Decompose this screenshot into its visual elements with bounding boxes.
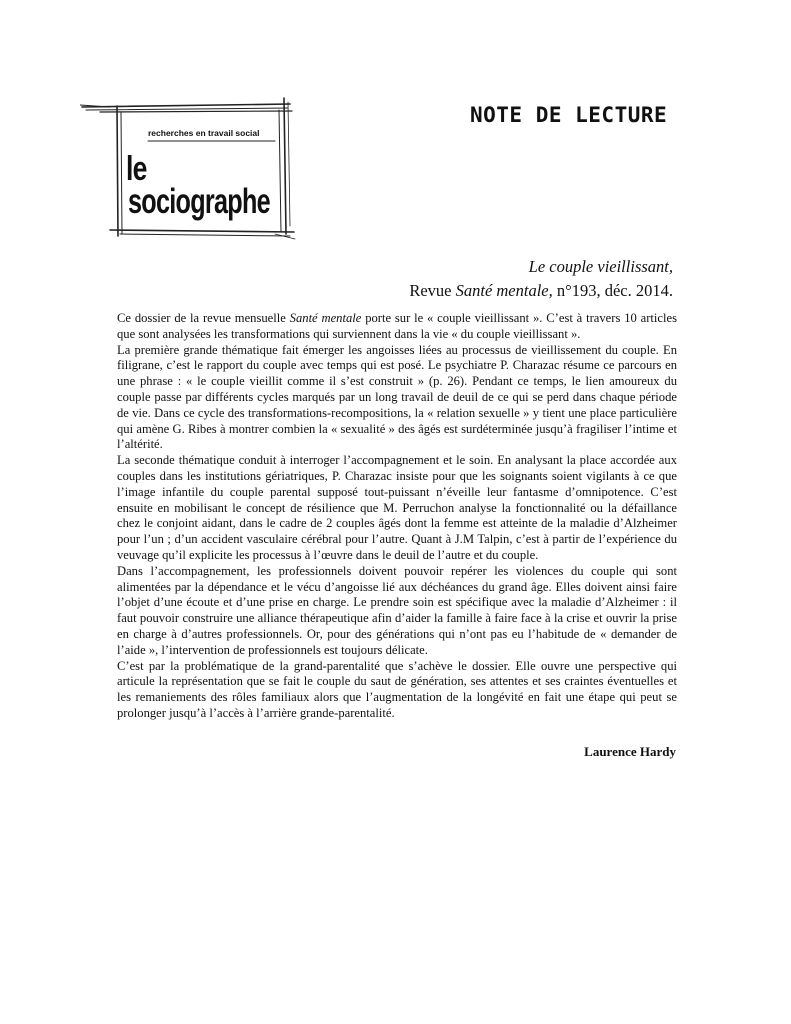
paragraph-4: Dans l’accompagnement, les professionnels doivent pouvoir repérer les violences du couple qui sont alimentées par la dépendance et le vécu d’angoisse lié aux déchéances du grand âge. Elles doivent ainsi faire l’objet d’une écoute et d’une prise en charge. Le prendre soin est spécifique avec la maladie d’Alzheimer : il faut pouvoir construire une alliance thérapeutique afin d’aider la famille à faire face à la crise et ouvrir la prise en charge à d’autres professionnels. Or, pour des générations qui n’ont pas eu l’habitude de « demander de l’aide », l’intervention de professionnels est toujours délicate. xyxy=(117,563,677,657)
logo-word-sociographe: sociographe xyxy=(128,182,270,221)
paragraph-1-end: porte sur le « couple vieillissant ». C’est à travers 10 articles que sont analysées les transformations qui surviennent dans la vie « du couple vieillissant ». xyxy=(117,311,677,341)
paragraph-5: C’est par la problématique de la grand-parentalité que s’achève le dossier. Elle ouvre une perspective qui articule la représentation que se fait le couple du saut de génération, ses attentes et ses craintes éventuelles et les remaniements des rôles familiaux alors que l’augmentation de la longévité en fait une étape qui peut se prolonger jusqu’à l’accès à l’arrière grande-parentalité. xyxy=(117,658,677,720)
logo-word-le: le xyxy=(126,150,147,188)
paragraph-3: La seconde thématique conduit à interroger l’accompagnement et le soin. En analysant la place accordée aux couples dans les institutions gériatriques, P. Charazac insiste pour que les soignants soient vigilants à ce que l’image infantile du couple parental supposé tout-puissant n’éveille leur fantasme d’omnipotence. C’est ensuite en mobilisant le concept de résilience que M. Perruchon analyse la fonctionnalité ou la défaillance chez le conjoint aidant, dans le cadre de 2 couples âgés dont la femme est atteinte de la maladie d’Alzheimer pour l’un ; d’un accident vasculaire cérébral pour l’autre. Quant à J.M Talpin, c’est à partir de l’expérience du veuvage qu’il explicite les processus à l’œuvre dans le deuil de l’autre et du couple. xyxy=(117,453,677,562)
reference-prefix: Revue xyxy=(409,281,456,300)
reference-issue: n°193, déc. 2014. xyxy=(552,281,673,300)
reference-title: Le couple vieillissant, xyxy=(528,257,673,276)
journal-name: Santé mentale xyxy=(289,311,362,325)
book-reference xyxy=(409,255,673,303)
reference-journal: Santé mentale, xyxy=(455,281,553,300)
paragraph-1 xyxy=(117,311,677,343)
review-body xyxy=(117,311,677,722)
page-title: NOTE DE LECTURE xyxy=(470,103,668,127)
paragraph-2: La première grande thématique fait émerger les angoisses liées au processus de vieillissement du couple. En filigrane, c’est le rapport du couple avec temps qui est posé. Le psychiatre P. Charazac résume ce parcours en une phrase : « le couple vieillit comme il s’est construit » (p. 26). Pendant ce temps, le lien amoureux du couple passe par différents cycles marqués par un long travail de deuil de ce qui se perd dans chaque période de vie. Dans ce cycle des transformations-recompositions, la « relation sexuelle » y tient une place particulière qui amène G. Ribes à montrer combien la « sexualité » des âgés est surdéterminée jusqu’à fragiliser l’intime et l’altérité. xyxy=(117,342,677,452)
logo-tagline: recherches en travail social xyxy=(148,128,260,138)
le-sociographe-logo xyxy=(80,96,305,241)
paragraph-1-start: Ce dossier de la revue mensuelle xyxy=(117,311,290,325)
author-signature: Laurence Hardy xyxy=(584,744,676,759)
